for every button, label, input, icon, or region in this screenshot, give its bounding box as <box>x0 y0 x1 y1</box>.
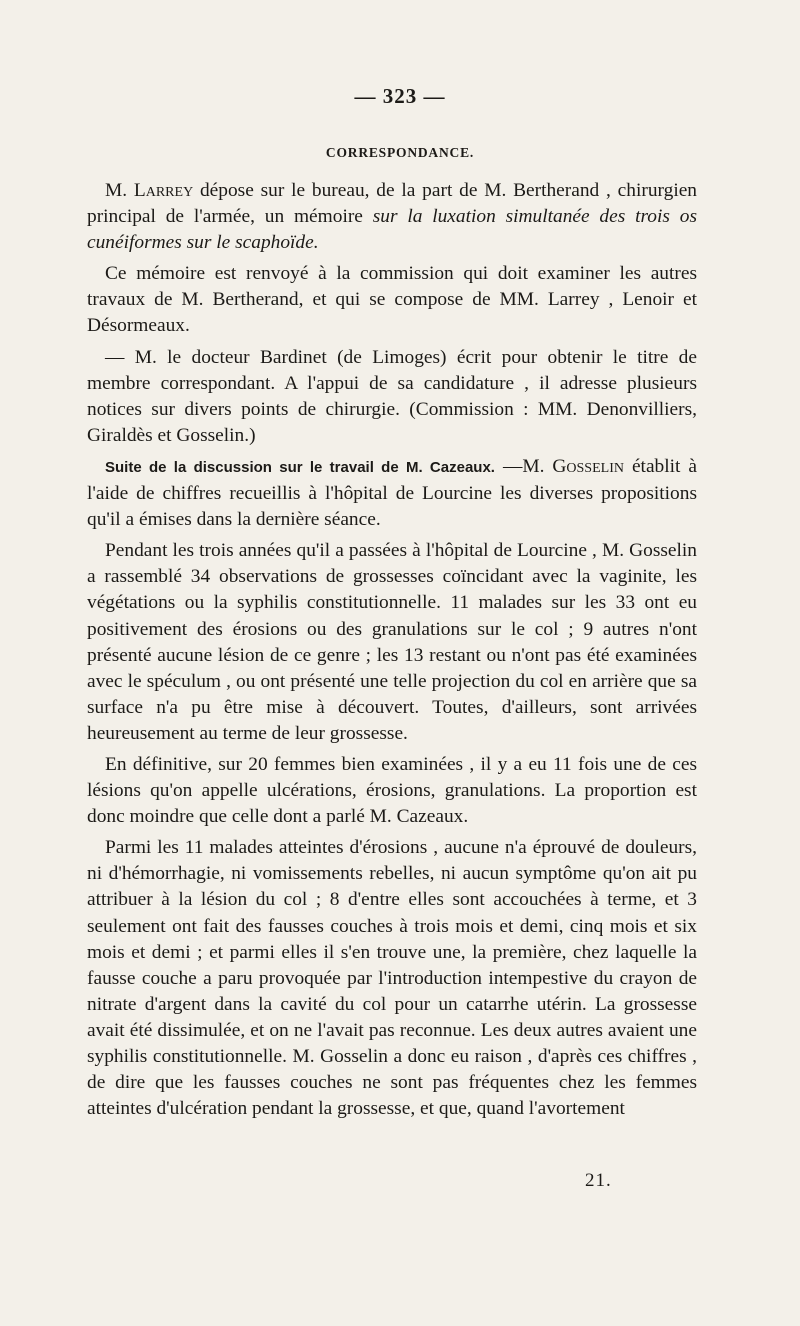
text-run: —M. <box>494 455 553 477</box>
paragraph-observations: Pendant les trois années qu'il a passées à l'hôpital de Lourcine , M. Gosselin a rassemblé 34 observations de grossesses coïncidant avec la vaginite, les végétations ou la syphilis constitutionnelle. 11 malades sur les 33 ont eu positivement des érosions ou des granulations sur le col ; 9 autres n'ont présenté aucune lésion de ce genre ; les 13 restant ou n'ont pas été examinées avec le spéculum , ou ont présenté une telle projection du col en arrière que sa surface n'a pu être mise à découvert. Toutes, d'ailleurs, sont arrivées heureusement au terme de leur grossesse. <box>87 540 697 744</box>
text-run: dépose sur le bureau, de la part de M. Bertherand , chirurgien principal de l'armée, un mémoire <box>87 180 698 228</box>
body-text <box>87 178 697 1127</box>
memoir-title: sur la luxation simultanée des trois os cunéiformes sur le scaphoïde. <box>87 206 697 254</box>
author-name-larrey: Larrey <box>133 180 194 201</box>
text-run: M. <box>105 180 134 201</box>
paragraph-definitive: En définitive, sur 20 femmes bien examinées , il y a eu 11 fois une de ces lésions qu'on appelle ulcérations, érosions, granulations. La proportion est donc moindre que celle dont a parlé M. Cazeaux. <box>87 753 697 828</box>
signature-mark: 21. <box>585 1170 612 1191</box>
section-title: CORRESPONDANCE. <box>325 145 475 160</box>
author-name-gosselin: Gosselin <box>552 455 624 477</box>
paragraph-larrey <box>87 178 697 256</box>
paragraph-discussion <box>87 454 697 533</box>
paragraph-erosions: Parmi les 11 malades atteintes d'érosions , aucune n'a éprouvé de douleurs, ni d'hémorrhagie, ni vomissements rebelles, ni aucun symptôme qu'on ait pu attribuer à la lésion du col ; 8 d'entre elles sont accouchées à terme, et 3 seulement ont fait des fausses couches à trois mois et demi, cinq mois et six mois et demi ; et parmi elles il s'en trouve une, la première, chez laquelle la fausse couche a paru provoquée par l'introduction intempestive du crayon de nitrate d'argent dans la cavité du col pour un catarrhe utérin. La grossesse avait été dissimulée, et on ne l'avait pas reconnue. Les deux autres avaient une syphilis constitutionnelle. M. Gosselin a donc eu raison , d'après ces chiffres , de dire que les fausses couches ne sont pas fréquentes chez les femmes atteintes d'ulcération pendant la grossesse, et que, quand l'avortement <box>87 837 697 1120</box>
discussion-heading: Suite de la discussion sur le travail de M. Cazeaux. <box>105 458 495 476</box>
paragraph-bardinet: — M. le docteur Bardinet (de Limoges) écrit pour obtenir le titre de membre correspondant. A l'appui de sa candidature , il adresse plusieurs notices sur divers points de chirurgie. (Commission : MM. Denonvilliers, Giraldès et Gosselin.) <box>87 346 697 446</box>
paragraph-commission: Ce mémoire est renvoyé à la commission qui doit examiner les autres travaux de M. Bertherand, et qui se compose de MM. Larrey , Lenoir et Désormeaux. <box>87 263 697 337</box>
text-run: établit à l'aide de chiffres recueillis à l'hôpital de Lourcine les diverses propositions qu'il a émises dans la dernière séance. <box>87 455 697 531</box>
page-number: — 323 — <box>354 84 446 108</box>
